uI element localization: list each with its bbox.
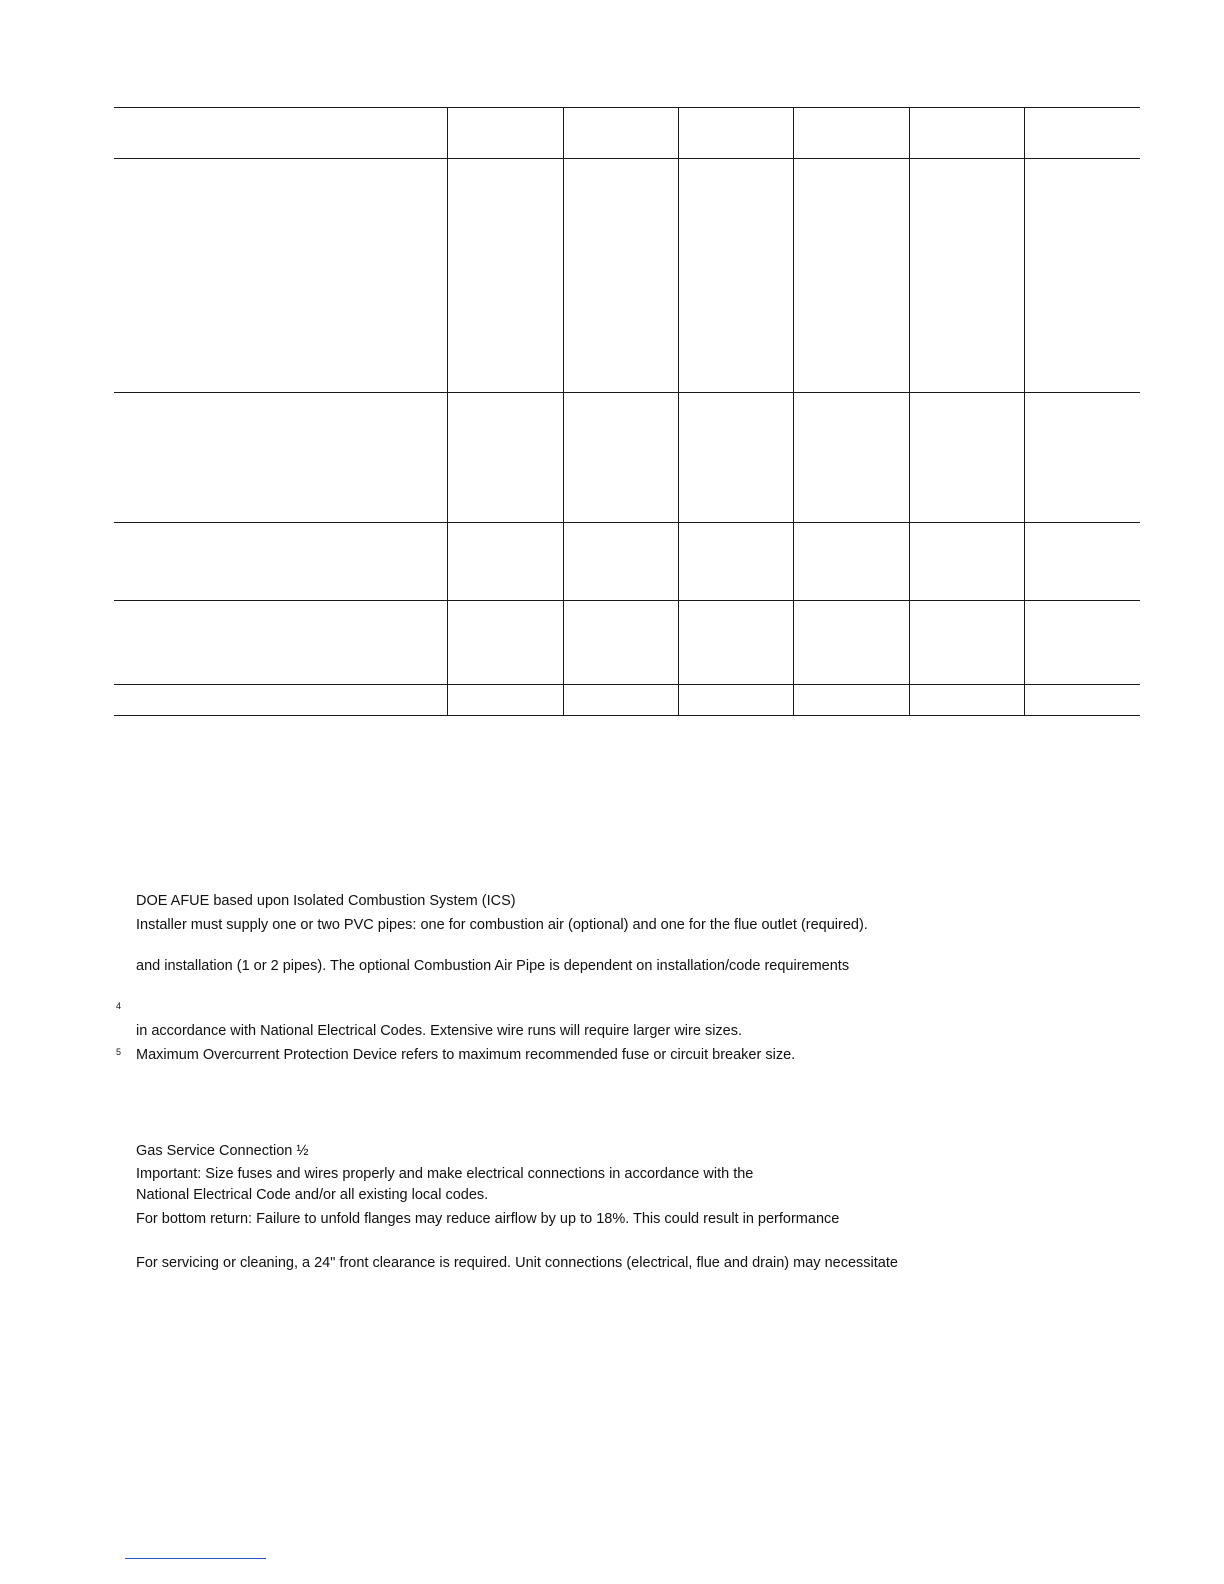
table-cell	[114, 523, 448, 601]
table-row	[114, 393, 1140, 523]
table-row	[114, 108, 1140, 159]
note-gas-service: Gas Service Connection ½	[136, 1143, 309, 1159]
footnote-marker-5: 5	[116, 1047, 122, 1057]
table-cell	[1025, 601, 1140, 685]
table-cell	[794, 393, 909, 523]
specifications-table	[114, 107, 1140, 716]
table-cell	[909, 523, 1024, 601]
table-cell	[448, 108, 563, 159]
table-cell	[794, 159, 909, 393]
note-important: Important: Size fuses and wires properly and make electrical connections in accordance with the	[136, 1166, 754, 1182]
table-cell	[679, 523, 794, 601]
table-cell	[794, 108, 909, 159]
table-row	[114, 523, 1140, 601]
table-cell	[114, 601, 448, 685]
table-cell	[1025, 159, 1140, 393]
note-installation: and installation (1 or 2 pipes). The optional Combustion Air Pipe is dependent on installation/code requirements	[136, 958, 850, 974]
footnote-separator	[125, 1558, 266, 1559]
table-cell	[114, 108, 448, 159]
table-cell	[794, 601, 909, 685]
note-servicing: For servicing or cleaning, a 24" front clearance is required. Unit connections (electrical, flue and drain) may necessitate	[136, 1255, 898, 1271]
table-cell	[679, 159, 794, 393]
table-cell	[448, 393, 563, 523]
table-cell	[909, 159, 1024, 393]
table-cell	[794, 685, 909, 716]
footnote-marker-4: 4	[116, 1001, 122, 1011]
table-cell	[794, 523, 909, 601]
table-cell	[563, 393, 678, 523]
table-cell	[448, 685, 563, 716]
table-cell	[909, 108, 1024, 159]
table-cell	[679, 393, 794, 523]
table-cell	[1025, 393, 1140, 523]
table-cell	[448, 159, 563, 393]
note-afue: DOE AFUE based upon Isolated Combustion System (ICS)	[136, 893, 516, 909]
note-overcurrent: Maximum Overcurrent Protection Device refers to maximum recommended fuse or circuit breaker size.	[136, 1047, 796, 1063]
table-cell	[563, 601, 678, 685]
table-row	[114, 601, 1140, 685]
table-cell	[909, 393, 1024, 523]
table-cell	[679, 685, 794, 716]
note-bottom-return: For bottom return: Failure to unfold flanges may reduce airflow by up to 18%. This could result in performance	[136, 1211, 840, 1227]
table-cell	[679, 601, 794, 685]
note-wire-runs: in accordance with National Electrical Codes. Extensive wire runs will require larger wire sizes.	[136, 1023, 743, 1039]
table-cell	[909, 685, 1024, 716]
table-cell	[1025, 685, 1140, 716]
table-cell	[114, 393, 448, 523]
note-nec: National Electrical Code and/or all existing local codes.	[136, 1187, 489, 1203]
table-cell	[114, 159, 448, 393]
table-cell	[563, 523, 678, 601]
table-cell	[563, 685, 678, 716]
table-cell	[909, 601, 1024, 685]
table-row	[114, 685, 1140, 716]
table-cell	[448, 601, 563, 685]
table-cell	[114, 685, 448, 716]
table-cell	[1025, 108, 1140, 159]
table-row	[114, 159, 1140, 393]
table-cell	[448, 523, 563, 601]
table-cell	[563, 159, 678, 393]
table-cell	[1025, 523, 1140, 601]
table-cell	[679, 108, 794, 159]
note-pvc-pipes: Installer must supply one or two PVC pipes: one for combustion air (optional) and one for the flue outlet (required).	[136, 917, 868, 933]
table-cell	[563, 108, 678, 159]
